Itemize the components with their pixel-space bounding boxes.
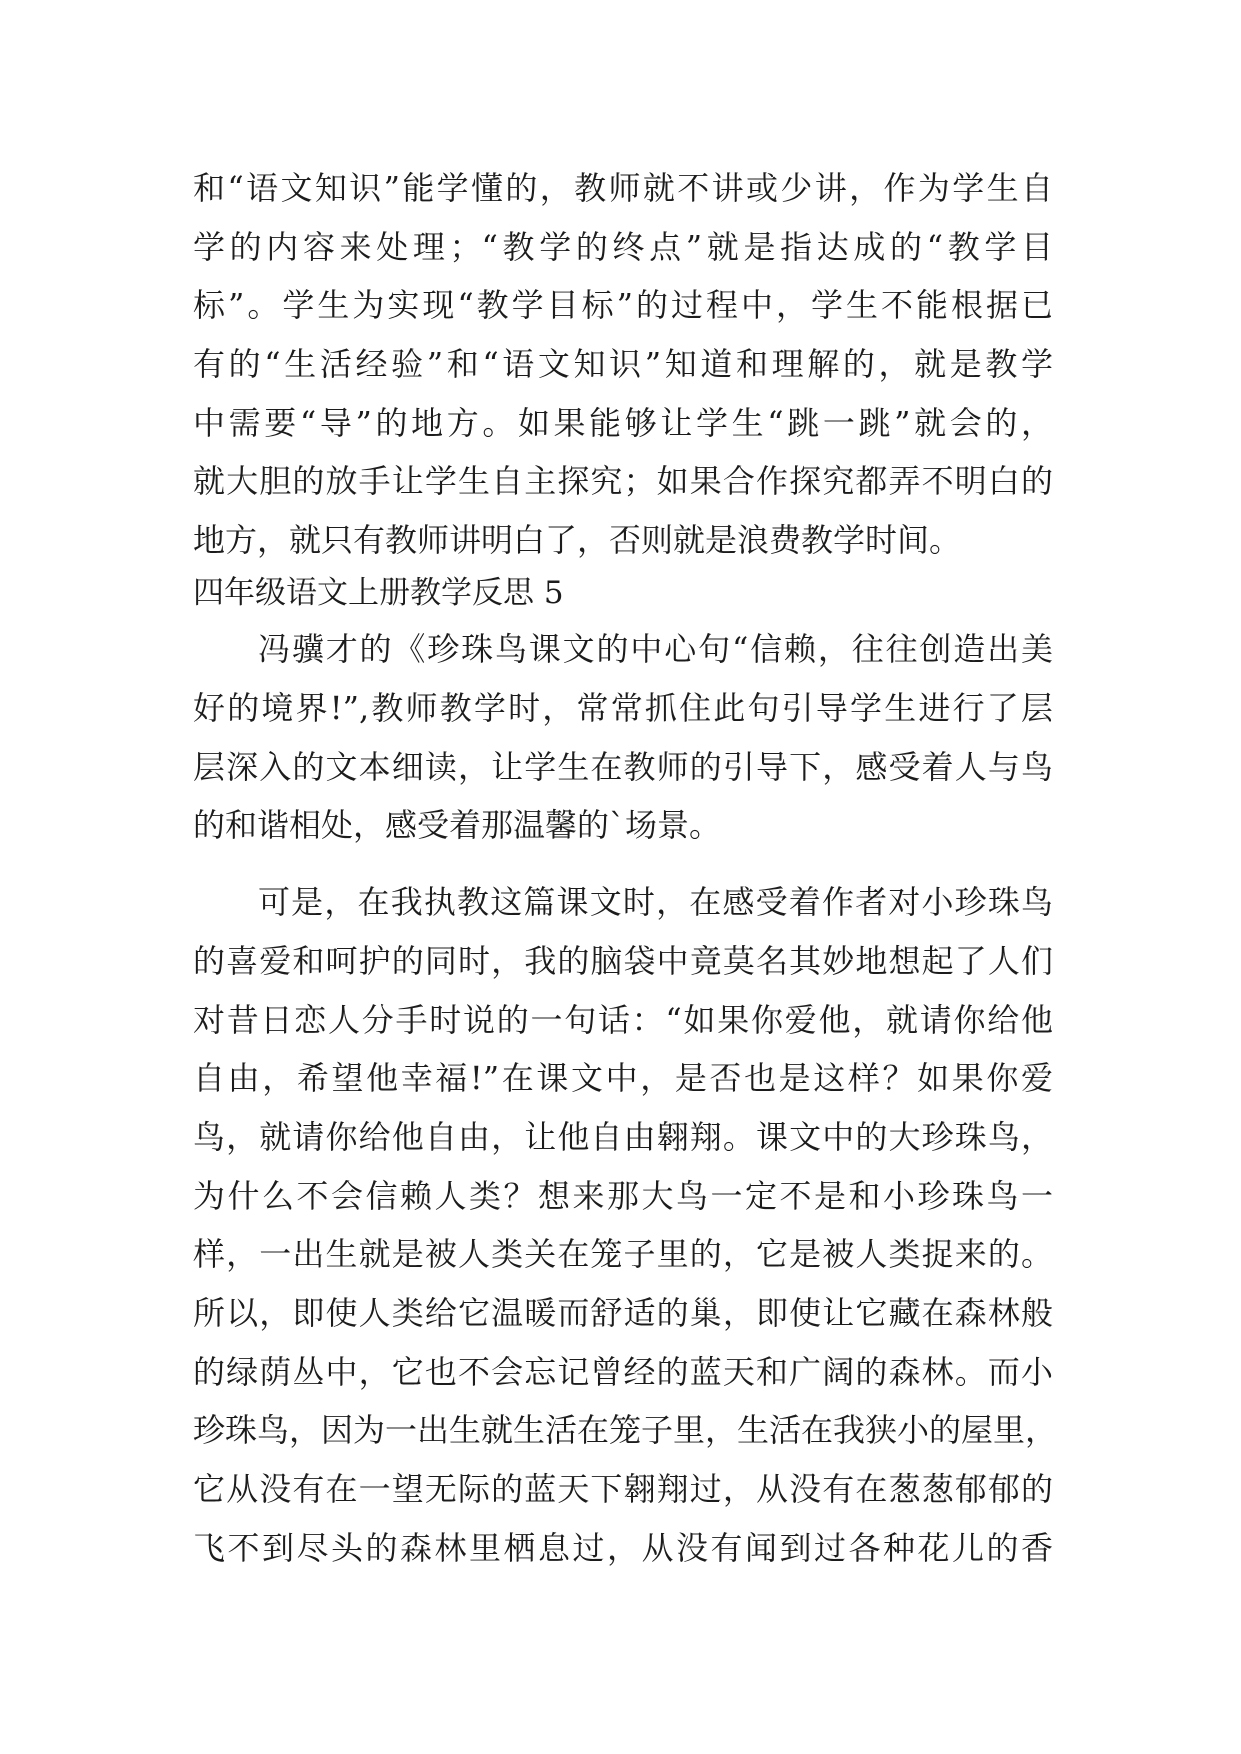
text-line: 鸟，就请你给他自由，让他自由翱翔。课文中的大珍珠鸟， xyxy=(193,1118,1053,1156)
text-line: 标”。学生为实现“教学目标”的过程中，学生不能根据已 xyxy=(193,286,1053,324)
text-line: 所以，即使人类给它温暖而舒适的巢，即使让它藏在森林般 xyxy=(193,1294,1053,1332)
text-line: 为什么不会信赖人类？想来那大鸟一定不是和小珍珠鸟一 xyxy=(193,1177,1053,1215)
text-line: 样，一出生就是被人类关在笼子里的，它是被人类捉来的。 xyxy=(193,1235,1053,1273)
text-line: 就大胆的放手让学生自主探究；如果合作探究都弄不明白的 xyxy=(193,462,1053,500)
text-line: 有的“生活经验”和“语文知识”知道和理解的，就是教学 xyxy=(193,345,1053,383)
text-line: 好的境界!”,教师教学时，常常抓住此句引导学生进行了层 xyxy=(193,689,1053,727)
text-line: 它从没有在一望无际的蓝天下翱翔过，从没有在葱葱郁郁的 xyxy=(193,1470,1053,1508)
text-line: 对昔日恋人分手时说的一句话：“如果你爱他，就请你给他 xyxy=(193,1001,1053,1039)
text-line: 学的内容来处理；“教学的终点”就是指达成的“教学目 xyxy=(193,228,1053,266)
text-line: 可是，在我执教这篇课文时，在感受着作者对小珍珠鸟 xyxy=(258,883,1053,921)
section-heading: 四年级语文上册教学反思 5 xyxy=(193,575,564,611)
text-line: 珍珠鸟，因为一出生就生活在笼子里，生活在我狭小的屋里， xyxy=(193,1411,1058,1449)
text-line: 自由，希望他幸福!”在课文中，是否也是这样？如果你爱 xyxy=(193,1059,1053,1097)
text-line: 中需要“导”的地方。如果能够让学生“跳一跳”就会的， xyxy=(193,404,1053,442)
text-line: 的喜爱和呵护的同时，我的脑袋中竟莫名其妙地想起了人们 xyxy=(193,942,1053,980)
text-line: 的绿荫丛中，它也不会忘记曾经的蓝天和广阔的森林。而小 xyxy=(193,1353,1053,1391)
text-line: 冯骥才的《珍珠鸟课文的中心句“信赖，往往创造出美 xyxy=(258,630,1053,668)
text-line: 和“语文知识”能学懂的，教师就不讲或少讲，作为学生自 xyxy=(193,169,1053,207)
text-line: 飞不到尽头的森林里栖息过，从没有闻到过各种花儿的香 xyxy=(193,1529,1053,1567)
text-line: 的和谐相处，感受着那温馨的`场景。 xyxy=(193,806,722,844)
text-line: 层深入的文本细读，让学生在教师的引导下，感受着人与鸟 xyxy=(193,748,1053,786)
text-line: 地方，就只有教师讲明白了，否则就是浪费教学时间。 xyxy=(193,521,962,559)
